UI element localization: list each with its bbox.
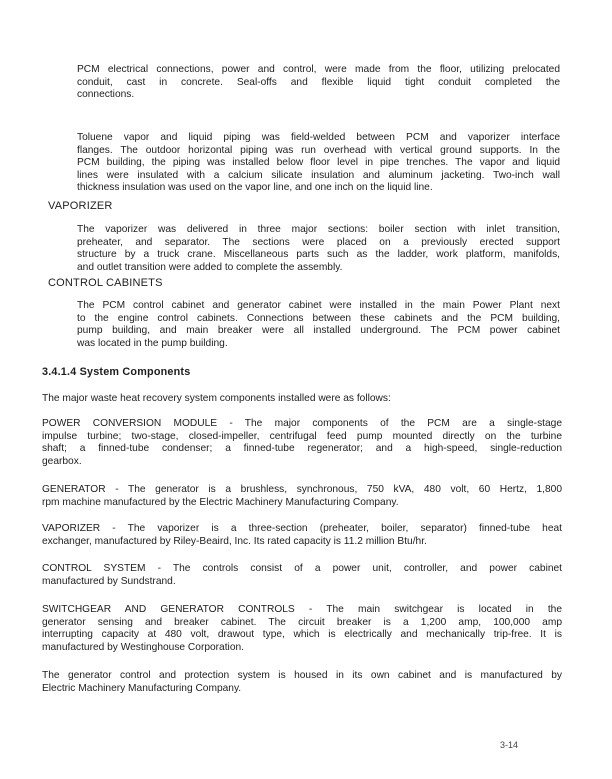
text-line: GENERATOR - The generator is a brushless, synchronous, 750 kVA, 480 volt, 60 Hertz, 1,800: [42, 484, 562, 495]
text-line: preheater, and separator. The sections were placed on a previously erected support: [77, 236, 560, 248]
text-line: Toluene vapor and liquid piping was field-welded between PCM and vaporizer interface: [77, 132, 560, 143]
page-number: 3-14: [500, 740, 519, 750]
text-line: The PCM control cabinet and generator cabinet were installed in the main Power Plant next: [77, 300, 560, 311]
text-line: generator sensing and breaker cabinet. The circuit breaker is a 1,200 amp, 100,000 amp: [42, 616, 562, 628]
text-line: The major waste heat recovery system components installed were as follows:: [42, 393, 391, 404]
text-line: impulse turbine; two-stage, closed-impeller, centrifugal feed pump mounted directly on the turbine: [42, 430, 562, 442]
text-line: manufactured by Sundstrand.: [42, 575, 176, 587]
paragraph-control-cabinets: [77, 300, 560, 350]
text-line: PCM electrical connections, power and control, were made from the floor, utilizing prelocated: [77, 64, 560, 75]
text-line: was located in the pump building.: [77, 337, 228, 349]
text-line: connections.: [77, 89, 135, 101]
heading-vaporizer: VAPORIZER: [48, 200, 113, 212]
text-line: CONTROL SYSTEM - The controls consist of a power unit, controller, and power cabinet: [42, 563, 562, 574]
text-line: thickness insulation was used on the vapor line, and one inch on the liquid line.: [77, 182, 433, 194]
text-line: conduit, cast in concrete. Seal-offs and flexible liquid tight conduit completed the: [77, 76, 560, 88]
heading-system-components: 3.4.1.4 System Components: [42, 366, 191, 378]
text-line: Electric Machinery Manufacturing Company.: [42, 682, 242, 694]
text-line: interrupting capacity at 480 volt, drawout type, which is electrically and mechanically trip-free. It is: [42, 629, 562, 641]
text-line: structure by a truck crane. Miscellaneous parts such as the ladder, work platform, manifolds,: [77, 249, 560, 261]
text-line: pump building, and main breaker were all installed underground. The PCM power cabinet: [77, 325, 560, 337]
paragraph-control-system: [42, 563, 562, 588]
text-line: The vaporizer was delivered in three major sections: boiler section with inlet transition,: [77, 224, 560, 235]
paragraph-vaporizer-delivery: [77, 224, 560, 274]
paragraph-vaporizer-component: [42, 523, 562, 548]
text-line: The generator control and protection system is housed in its own cabinet and is manufactured by: [42, 670, 562, 681]
paragraph-protection-system: [42, 670, 562, 695]
text-line: to the engine control cabinets. Connections between these cabinets and the PCM building,: [77, 312, 560, 324]
paragraph-electrical-connections: [77, 64, 560, 102]
text-line: manufactured by Westinghouse Corporation.: [42, 641, 244, 653]
paragraph-power-conversion-module: [42, 418, 562, 468]
paragraph-generator: [42, 484, 562, 509]
text-line: PCM building, the piping was installed below floor level in pipe trenches. The vapor and liquid: [77, 157, 560, 169]
paragraph-switchgear: [42, 604, 562, 654]
text-line: gearbox.: [42, 455, 82, 467]
paragraph-piping: [77, 132, 560, 195]
text-line: lines were insulated with a calcium silicate insulation and aluminum jacketing. Two-inch wall: [77, 169, 560, 181]
text-line: SWITCHGEAR AND GENERATOR CONTROLS - The main switchgear is located in the: [42, 604, 562, 615]
text-line: exchanger, manufactured by Riley-Beaird, Inc. Its rated capacity is 11.2 million Btu/hr.: [42, 535, 427, 547]
heading-control-cabinets: CONTROL CABINETS: [48, 277, 163, 289]
text-line: POWER CONVERSION MODULE - The major components of the PCM are a single-stage: [42, 418, 562, 429]
text-line: flanges. The outdoor horizontal piping was run overhead with vertical ground supports. In the: [77, 144, 560, 156]
paragraph-components-intro: [42, 393, 562, 406]
text-line: shaft; a finned-tube condenser; a finned-tube regenerator; and a high-speed, single-reduction: [42, 443, 562, 455]
text-line: and outlet transition were added to complete the assembly.: [77, 261, 343, 273]
text-line: VAPORIZER - The vaporizer is a three-section (preheater, boiler, separator) finned-tube heat: [42, 523, 562, 534]
text-line: rpm machine manufactured by the Electric Machinery Manufacturing Company.: [42, 496, 399, 508]
